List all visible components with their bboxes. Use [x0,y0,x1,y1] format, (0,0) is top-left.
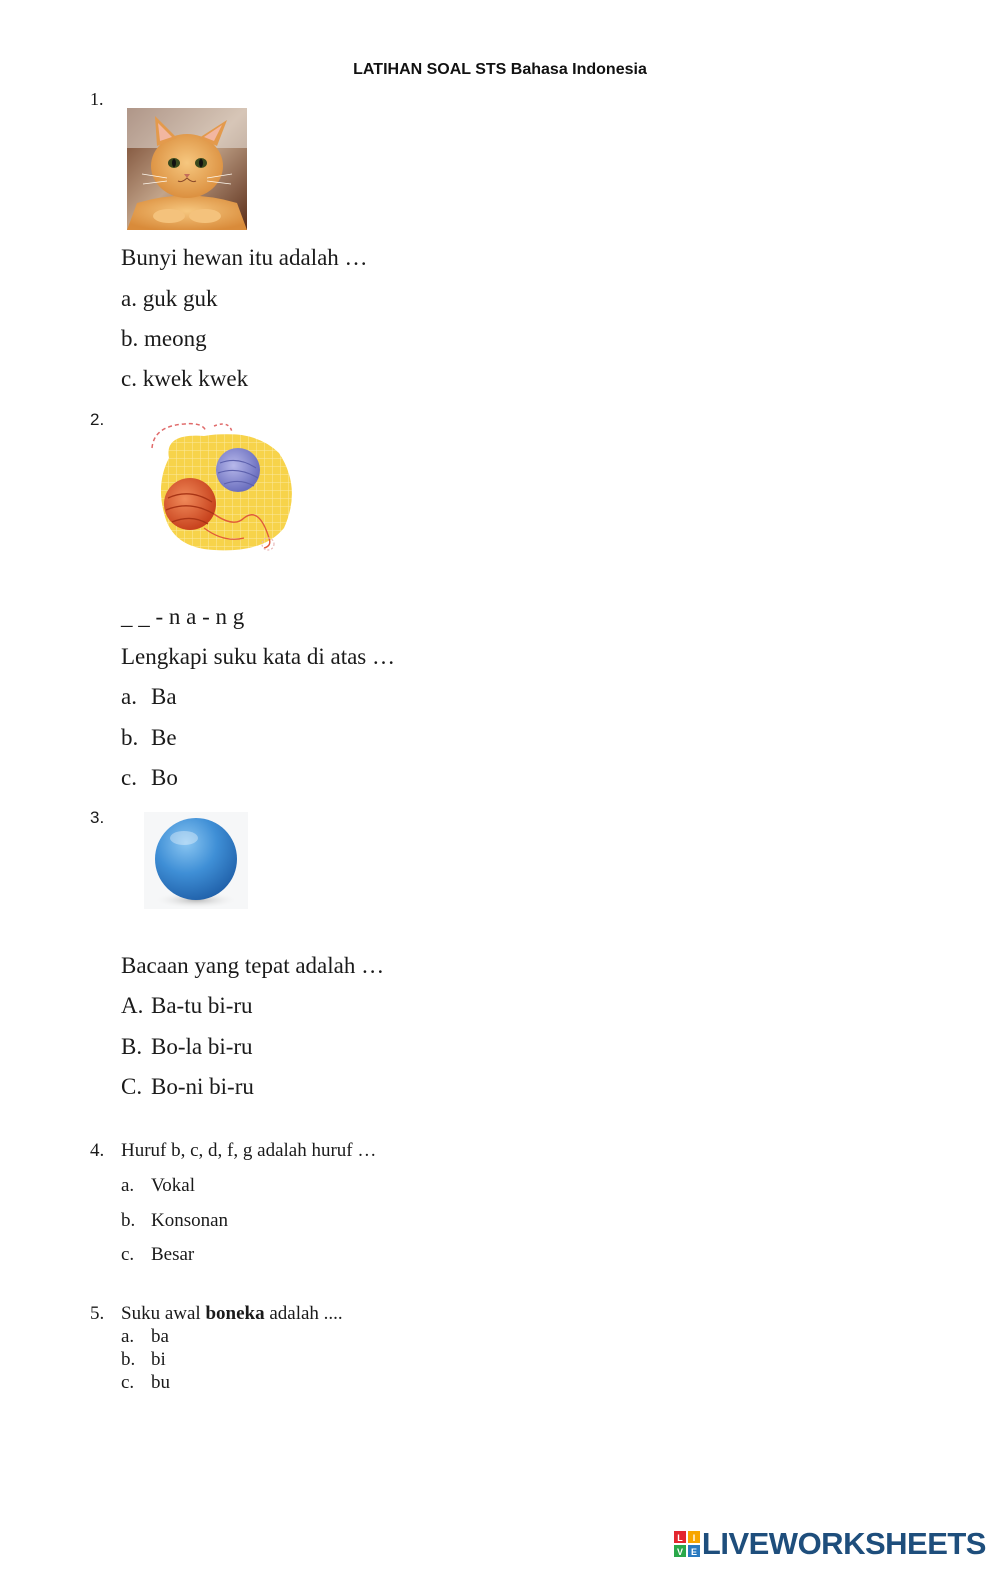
option-text: ba [151,1326,169,1347]
option-text: Vokal [151,1175,195,1196]
question-5-option-b[interactable] [121,1349,166,1371]
liveworksheets-logo-icon [674,1531,700,1557]
option-text: Bo [151,765,178,790]
option-letter: a. [121,1175,135,1196]
prompt-text: adalah .... [264,1303,343,1324]
option-letter: B. [121,1034,143,1059]
option-letter: b. [121,725,139,750]
cat-photo [127,108,247,230]
option-letter: b. [121,1210,136,1231]
option-letter: C. [121,1074,143,1099]
question-5-number: 5. [90,1303,105,1324]
option-text: Konsonan [151,1210,229,1231]
option-letter: c. [121,1244,135,1265]
question-1-number: 1. [90,89,104,109]
blue-ball [144,812,248,909]
option-letter: A. [121,993,144,1018]
question-2-option-a[interactable] [121,684,177,710]
question-3-option-c[interactable] [121,1074,254,1100]
option-letter: b. [121,1349,136,1370]
question-3-option-b[interactable] [121,1034,253,1060]
option-text: Bo-ni bi-ru [151,1074,254,1099]
prompt-text: Suku awal [121,1303,206,1324]
option-text: Besar [151,1244,195,1265]
option-letter: c. [121,1372,135,1393]
question-3-prompt: Bacaan yang tepat adalah … [121,953,385,978]
question-4-option-b[interactable] [121,1210,228,1232]
option-letter: a. [121,684,137,709]
option-letter: a. [121,1326,135,1347]
option-text: bu [151,1372,170,1393]
question-5-option-c[interactable] [121,1372,170,1394]
question-5-option-a[interactable] [121,1326,169,1348]
option-text: Ba [151,684,177,709]
question-3-option-a[interactable] [121,993,253,1019]
logo-icon-letter: I [692,1533,696,1543]
question-1-option-c[interactable]: c. kwek kwek [121,366,249,391]
yarn-balls-illustration [144,418,302,556]
option-text: Bo-la bi-ru [151,1034,253,1059]
question-2-option-c[interactable] [121,765,178,791]
question-5-prompt [121,1303,343,1325]
option-text: Ba-tu bi-ru [151,993,253,1018]
question-4-prompt: Huruf b, c, d, f, g adalah huruf … [121,1140,377,1161]
option-text: bi [151,1349,166,1370]
option-text: Be [151,725,177,750]
question-3-number: 3. [90,808,105,827]
question-2-number: 2. [90,410,105,429]
logo-icon-letter: L [677,1533,683,1543]
option-letter: c. [121,765,137,790]
prompt-keyword: boneka [205,1303,265,1324]
question-1-option-b[interactable]: b. meong [121,326,207,351]
question-1-option-a[interactable]: a. guk guk [121,286,218,311]
question-4-option-c[interactable] [121,1244,194,1266]
liveworksheets-logo[interactable] [674,1526,986,1562]
worksheet-title: LATIHAN SOAL STS Bahasa Indonesia [353,61,647,78]
question-2-option-b[interactable] [121,725,177,751]
question-4-number: 4. [90,1140,105,1161]
logo-icon-letter: E [690,1547,697,1557]
question-2-puzzle: _ _ - n a - n g [121,604,245,629]
liveworksheets-logo-text: LIVEWORKSHEETS [701,1526,986,1561]
question-2-prompt: Lengkapi suku kata di atas … [121,644,396,669]
question-4-option-a[interactable] [121,1175,195,1197]
question-1-prompt: Bunyi hewan itu adalah … [121,245,368,270]
logo-icon-letter: V [676,1547,683,1557]
